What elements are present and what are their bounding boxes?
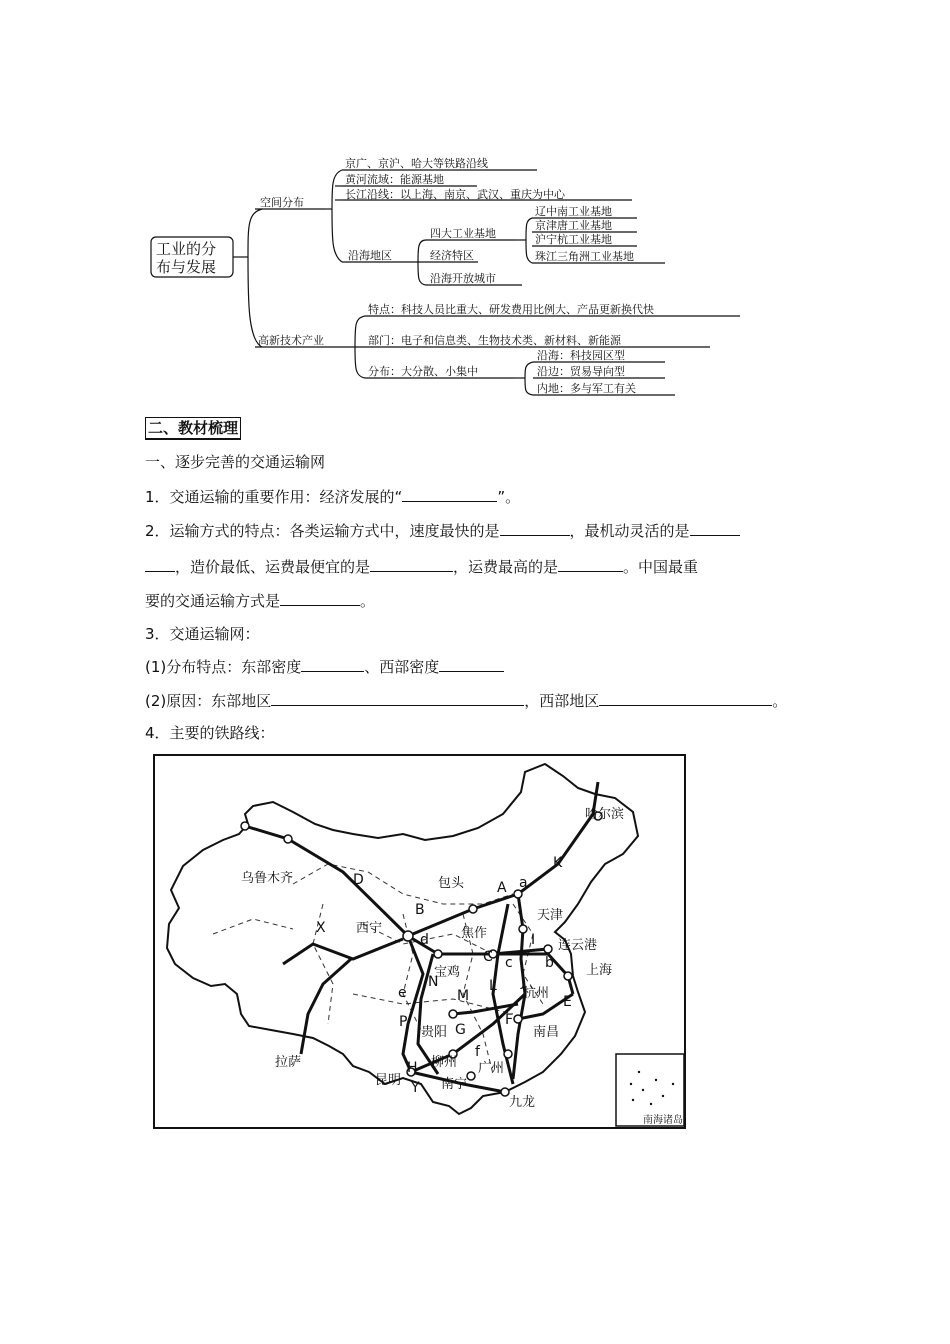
q2-main-mode-text: 要的交通运输方式是 [145, 592, 281, 610]
q2-cheapest-text: ，造价最低、运费最便宜的是 [175, 558, 371, 576]
q3-west-density-blank[interactable] [439, 656, 504, 672]
mind-map [0, 0, 950, 400]
question-3-part-2 [145, 690, 787, 711]
q2-end: 。 [360, 592, 376, 610]
q2-costliest-blank[interactable] [558, 556, 623, 572]
line-label-f: f [475, 1044, 480, 1060]
q3-east-density-text: (1)分布特点：东部密度 [145, 658, 302, 676]
line-label-b: b [545, 955, 554, 971]
mindmap-base-pearl: 珠江三角洲工业基地 [535, 250, 634, 263]
city-liuzhou: 柳州 [431, 1055, 458, 1070]
q2-fastest-text: 2．运输方式的特点：各类运输方式中，速度最快的是 [145, 522, 500, 540]
city-hangzhou: 杭州 [523, 986, 550, 1001]
city-guiyang: 贵阳 [421, 1025, 448, 1040]
q1-blank[interactable] [402, 486, 497, 502]
mindmap-distribution: 分布：大分散、小集中 [368, 365, 478, 378]
city-tianjin: 天津 [537, 908, 564, 923]
q2-most-important-text: 。中国最重 [623, 558, 699, 576]
mindmap-dist-inland: 内地：多与军工有关 [537, 382, 636, 395]
mindmap-root-line2: 布与发展 [156, 258, 217, 276]
q3-east-reason-text: (2)原因：东部地区 [145, 692, 272, 710]
line-label-N: N [428, 974, 439, 990]
mindmap-open-cities: 沿海开放城市 [430, 272, 496, 285]
q1-end: ”。 [497, 488, 521, 506]
city-guangzhou: 广州 [478, 1061, 505, 1076]
mindmap-sectors: 部门：电子和信息类、生物技术类、新材料、新能源 [368, 334, 621, 347]
q3-end: 。 [772, 692, 788, 710]
question-4: 4．主要的铁路线： [145, 724, 275, 742]
mindmap-yangtze-item: 长江沿线：以上海、南京、武汉、重庆为中心 [345, 188, 565, 201]
q2-main-mode-blank[interactable] [280, 590, 360, 606]
mindmap-four-bases: 四大工业基地 [430, 227, 496, 240]
line-label-I: I [531, 932, 536, 948]
city-harbin: 哈尔滨 [585, 807, 625, 822]
line-label-F: F [505, 1012, 514, 1028]
mindmap-rail-item: 京广、京沪、哈大等铁路沿线 [345, 157, 488, 170]
q3-east-density-blank[interactable] [301, 656, 364, 672]
q3-west-reason-text: ，西部地区 [524, 692, 600, 710]
mindmap-branch-hightech: 高新技术产业 [258, 334, 324, 347]
mindmap-base-huningHang: 沪宁杭工业基地 [535, 233, 612, 246]
mindmap-dist-border: 沿边：贸易导向型 [537, 365, 625, 378]
mindmap-branch-space: 空间分布 [260, 196, 304, 209]
question-3-title: 3．交通运输网： [145, 625, 260, 643]
city-xining: 西宁 [356, 921, 383, 936]
q2-flexible-text: ，最机动灵活的是 [569, 522, 690, 540]
line-label-Y: Y [411, 1080, 420, 1096]
section-title: 二、教材梳理 [145, 417, 241, 440]
line-label-C: C [483, 949, 493, 965]
line-label-A: A [497, 880, 507, 896]
line-label-B: B [415, 902, 425, 918]
city-nanning: 南宁 [441, 1077, 468, 1092]
line-label-D: D [353, 872, 364, 888]
mindmap-base-jingjintang: 京津唐工业基地 [535, 219, 612, 232]
q2-flexible-blank[interactable] [690, 520, 740, 536]
q3-west-reason-blank[interactable] [599, 690, 772, 706]
railway-map [153, 754, 688, 1130]
line-label-c: c [505, 955, 513, 971]
city-nanchang: 南昌 [533, 1025, 560, 1040]
q2-flexible-blank-cont[interactable] [145, 556, 175, 572]
line-label-M: M [457, 988, 470, 1004]
question-2-line-2 [145, 556, 698, 577]
mindmap-sez: 经济特区 [430, 249, 474, 262]
line-label-L: L [489, 978, 497, 994]
heading-transport: 一、逐步完善的交通运输网 [145, 453, 326, 471]
line-label-H: H [407, 1060, 418, 1076]
mindmap-coastal: 沿海地区 [348, 249, 392, 262]
line-label-a: a [519, 875, 528, 891]
city-lianyungang: 连云港 [558, 938, 598, 953]
line-label-d: d [420, 932, 429, 948]
q2-costliest-text: ，运费最高的是 [453, 558, 559, 576]
q2-cheapest-blank[interactable] [370, 556, 453, 572]
question-2-line-3 [145, 590, 375, 611]
line-label-X: X [316, 920, 326, 936]
city-urumqi: 乌鲁木齐 [241, 871, 294, 886]
mindmap-yellow-river-item: 黄河流域：能源基地 [345, 173, 444, 186]
city-jiaozuo: 焦作 [461, 926, 488, 941]
mindmap-base-liao: 辽中南工业基地 [535, 205, 612, 218]
city-baotou: 包头 [438, 876, 465, 891]
q3-east-reason-blank[interactable] [271, 690, 524, 706]
q2-fastest-blank[interactable] [500, 520, 570, 536]
q1-text: 1．交通运输的重要作用：经济发展的“ [145, 488, 403, 506]
question-2-line-1 [145, 520, 740, 541]
q3-west-density-text: 、西部密度 [364, 658, 440, 676]
question-3-part-1 [145, 656, 504, 677]
city-baoji: 宝鸡 [434, 965, 461, 980]
line-label-E: E [563, 994, 572, 1010]
line-label-P: P [399, 1014, 408, 1030]
inset-label: 南海诸岛 [643, 1115, 683, 1126]
city-shanghai: 上海 [586, 963, 613, 978]
line-label-G: G [455, 1022, 466, 1038]
mindmap-dist-coastal: 沿海：科技园区型 [537, 349, 625, 362]
city-jiulong: 九龙 [509, 1095, 536, 1110]
city-lhasa: 拉萨 [275, 1055, 302, 1070]
mindmap-feature: 特点：科技人员比重大、研发费用比例大、产品更新换代快 [368, 303, 654, 316]
mindmap-root-line1: 工业的分 [156, 240, 217, 258]
city-kunming: 昆明 [375, 1073, 402, 1088]
line-label-K: K [553, 855, 563, 871]
line-label-J: J [521, 974, 526, 990]
question-1 [145, 486, 520, 507]
line-label-e: e [398, 985, 407, 1001]
